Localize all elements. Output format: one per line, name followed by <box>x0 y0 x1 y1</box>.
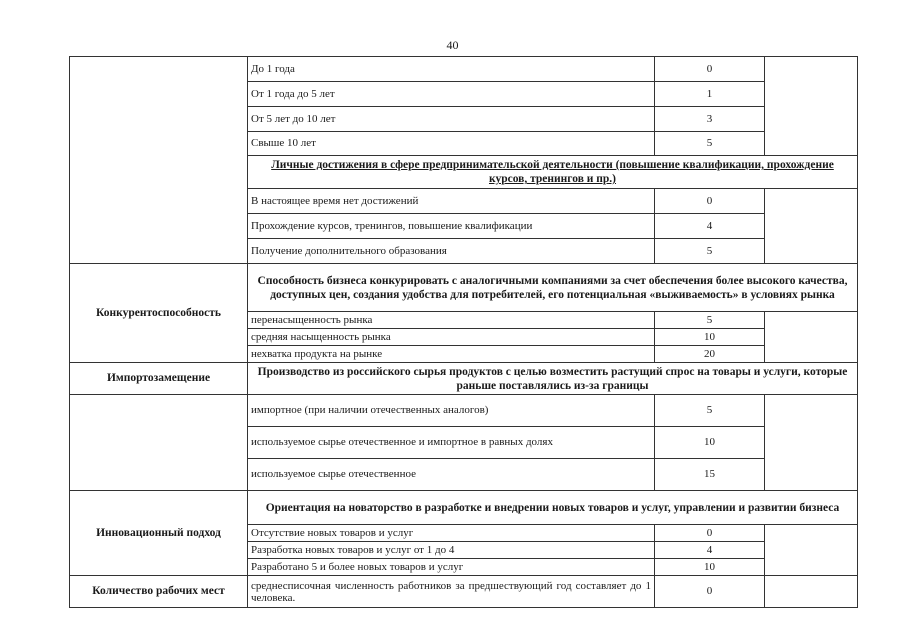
option-score: 5 <box>655 132 765 156</box>
option-label: От 1 года до 5 лет <box>248 82 655 107</box>
criterion-name: Конкурентоспособность <box>70 264 248 363</box>
criterion-name: Импортозамещение <box>70 363 248 395</box>
option-label: Получение дополнительного образования <box>248 239 655 264</box>
extra-cell <box>765 395 858 491</box>
page-number: 40 <box>446 38 459 52</box>
section-heading <box>248 156 858 189</box>
criterion-name: Инновационный подход <box>70 491 248 576</box>
table-row <box>70 57 858 82</box>
option-label: Свыше 10 лет <box>248 132 655 156</box>
section-heading: Производство из российского сырья продуктов с целью возместить растущий спрос на товары и услуги, которые раньше поставлялись из-за границы <box>248 363 858 395</box>
criterion-cell-empty <box>70 395 248 491</box>
table-row <box>70 491 858 525</box>
option-score: 3 <box>655 107 765 132</box>
option-label: перенасыщенность рынка <box>248 312 655 329</box>
option-score: 5 <box>655 312 765 329</box>
option-label: Отсутствие новых товаров и услуг <box>248 525 655 542</box>
option-label: нехватка продукта на рынке <box>248 346 655 363</box>
option-label: среднесписочная численность работников за предшествующий год составляет до 1 человека. <box>248 576 655 608</box>
criterion-cell-empty <box>70 57 248 264</box>
option-label: До 1 года <box>248 57 655 82</box>
option-score: 10 <box>655 559 765 576</box>
option-score: 10 <box>655 329 765 346</box>
option-label: Разработка новых товаров и услуг от 1 до 4 <box>248 542 655 559</box>
option-label: От 5 лет до 10 лет <box>248 107 655 132</box>
option-score: 4 <box>655 542 765 559</box>
section-heading: Ориентация на новаторство в разработке и внедрении новых товаров и услуг, управлении и развитии бизнеса <box>248 491 858 525</box>
section-heading: Способность бизнеса конкурировать с аналогичными компаниями за счет обеспечения более высокого качества, доступных цен, создания удобства для потребителей, его потенциальная «выживаемость» в условиях рынка <box>248 264 858 312</box>
option-score: 0 <box>655 525 765 542</box>
criterion-name: Количество рабочих мест <box>70 576 248 608</box>
extra-cell <box>765 189 858 264</box>
option-label: импортное (при наличии отечественных аналогов) <box>248 395 655 427</box>
option-label: средняя насыщенность рынка <box>248 329 655 346</box>
option-label: В настоящее время нет достижений <box>248 189 655 214</box>
option-score: 5 <box>655 239 765 264</box>
table-row <box>70 576 858 608</box>
option-score: 10 <box>655 427 765 459</box>
extra-cell <box>765 57 858 156</box>
option-label: Прохождение курсов, тренингов, повышение квалификации <box>248 214 655 239</box>
table-row <box>70 395 858 427</box>
option-score: 15 <box>655 459 765 491</box>
option-label: Разработано 5 и более новых товаров и услуг <box>248 559 655 576</box>
criteria-table <box>69 56 858 608</box>
extra-cell <box>765 576 858 608</box>
section-heading-text: Личные достижения в сфере предпринимательской деятельности (повышение квалификации, прохождение курсов, тренингов и пр.) <box>271 159 834 185</box>
option-score: 1 <box>655 82 765 107</box>
extra-cell <box>765 525 858 576</box>
table-row <box>70 363 858 395</box>
option-score: 0 <box>655 189 765 214</box>
option-label: используемое сырье отечественное <box>248 459 655 491</box>
option-score: 5 <box>655 395 765 427</box>
option-score: 0 <box>655 576 765 608</box>
option-score: 20 <box>655 346 765 363</box>
option-score: 4 <box>655 214 765 239</box>
option-score: 0 <box>655 57 765 82</box>
extra-cell <box>765 312 858 363</box>
table-row <box>70 264 858 312</box>
option-label: используемое сырье отечественное и импортное в равных долях <box>248 427 655 459</box>
